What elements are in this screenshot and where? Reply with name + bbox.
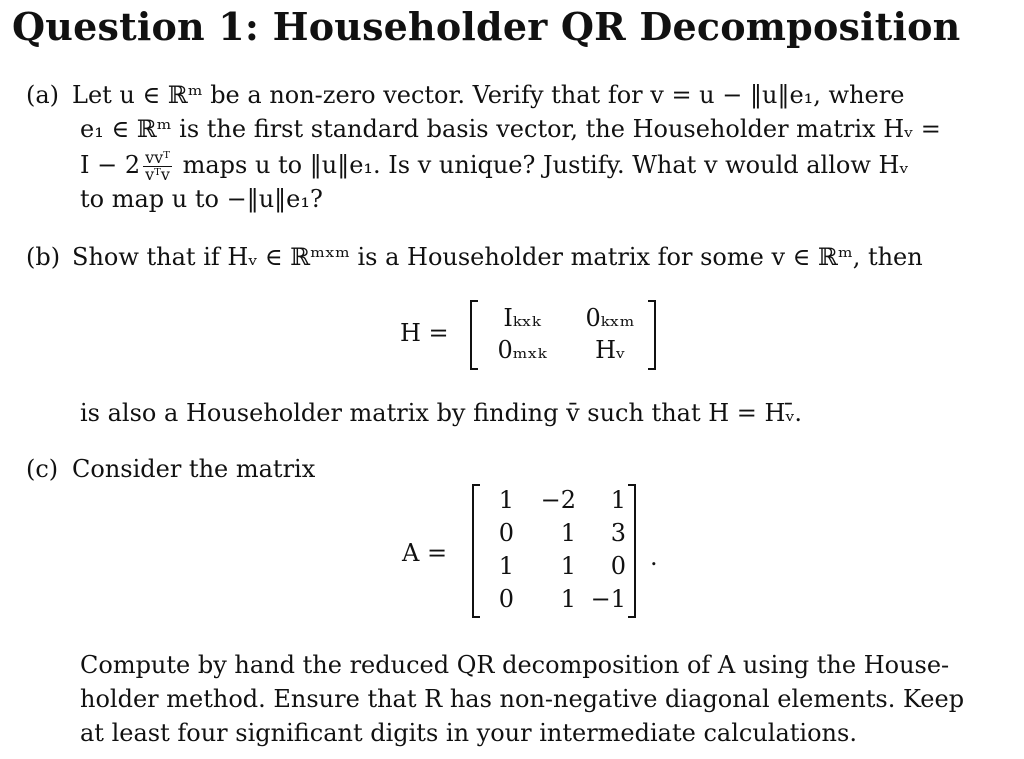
matrix-a-cell: 3 [610, 519, 626, 547]
part-a-line-2: e₁ ∈ ℝᵐ is the first standard basis vector, the Householder matrix Hᵥ = [80, 115, 941, 143]
part-a-line-3 [80, 150, 908, 183]
matrix-a-lhs: A = [402, 539, 448, 567]
matrix-a-cell: 1 [560, 552, 576, 580]
matrix-a-cell: 1 [560, 585, 576, 613]
part-a-label: (a) [26, 81, 60, 109]
part-b-line-2: is also a Householder matrix by finding v̄ such that H = Hᵥ̄. [80, 399, 803, 427]
matrix-a-cell: 0 [610, 552, 626, 580]
matrix-a-cell: 0 [498, 585, 514, 613]
part-a-line-1: Let u ∈ ℝᵐ be a non-zero vector. Verify that for v = u − ‖u‖e₁, where [72, 81, 905, 109]
page-title: Question 1: Householder QR Decomposition [12, 4, 961, 49]
matrix-a-cell: −2 [540, 486, 576, 514]
block-cell: 0ₘₓₖ [497, 336, 547, 364]
matrix-a-cell: 1 [610, 486, 626, 514]
matrix-a-cell: −1 [590, 585, 626, 613]
part-a-line-3-pre: I − 2 [80, 151, 141, 179]
fraction-denominator: vᵀv [145, 165, 170, 184]
right-bracket [628, 484, 636, 618]
householder-fraction [143, 150, 172, 183]
block-cell: 0ₖₓₘ [585, 304, 635, 332]
part-a-line-4: to map u to −‖u‖e₁? [80, 185, 323, 213]
part-a-line-3-post: maps u to ‖u‖e₁. Is v unique? Justify. What v would allow Hᵥ [182, 151, 909, 179]
part-b-line-1: Show that if Hᵥ ∈ ℝᵐˣᵐ is a Householder matrix for some v ∈ ℝᵐ, then [72, 243, 923, 271]
block-matrix [470, 300, 656, 370]
part-b-label: (b) [26, 243, 61, 271]
part-c-line-1: Consider the matrix [72, 455, 316, 483]
left-bracket [470, 300, 478, 370]
part-c-para-2: holder method. Ensure that R has non-negative diagonal elements. Keep [80, 685, 965, 713]
matrix-a-cell: 1 [498, 552, 514, 580]
part-c-para-3: at least four significant digits in your intermediate calculations. [80, 719, 857, 747]
matrix-a-cell: 0 [498, 519, 514, 547]
matrix-a-cell: 1 [560, 519, 576, 547]
part-c-label: (c) [26, 455, 59, 483]
matrix-a-period: . [650, 543, 658, 571]
fraction-numerator: vvᵀ [145, 148, 170, 167]
left-bracket [472, 484, 480, 618]
block-cell: Hᵥ [595, 336, 625, 364]
matrix-a [472, 484, 636, 618]
matrix-a-cell: 1 [498, 486, 514, 514]
block-matrix-lhs: H = [400, 319, 449, 347]
part-c-para-1: Compute by hand the reduced QR decomposition of A using the House- [80, 651, 950, 679]
block-cell: Iₖₓₖ [503, 304, 541, 332]
